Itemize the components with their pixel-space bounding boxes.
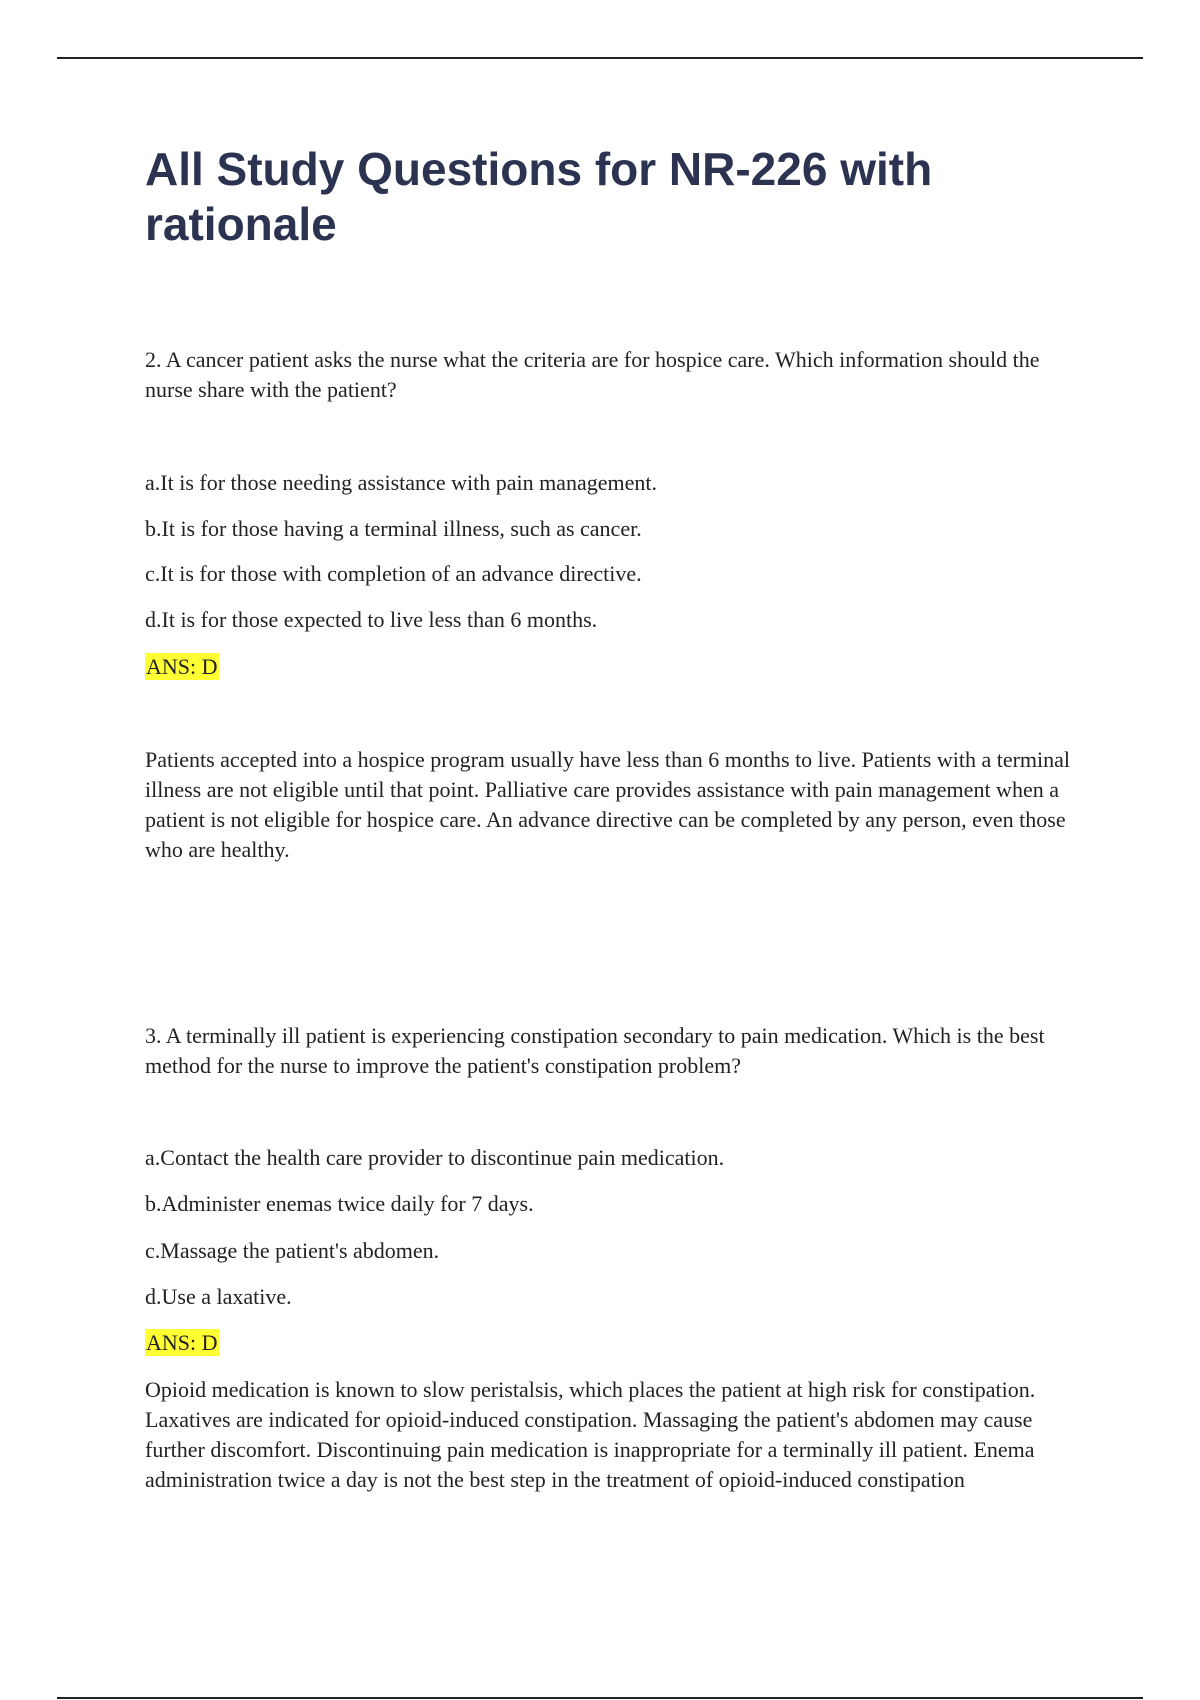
question-3-option-a: a.Contact the health care provider to discontinue pain medication. bbox=[145, 1145, 725, 1170]
question-2-stem: 2. A cancer patient asks the nurse what the criteria are for hospice care. Which information should the nurse share with the patient? bbox=[145, 347, 1040, 402]
question-2-option-c: c.It is for those with completion of an advance directive. bbox=[145, 561, 642, 586]
document-title: All Study Questions for NR-226 with rationale bbox=[145, 143, 933, 250]
question-3-option-d: d.Use a laxative. bbox=[145, 1284, 292, 1309]
question-2-option-b: b.It is for those having a terminal illness, such as cancer. bbox=[145, 516, 642, 541]
question-3-stem: 3. A terminally ill patient is experiencing constipation secondary to pain medication. Which is the best method for the nurse to improve the patient's constipation problem? bbox=[145, 1023, 1045, 1078]
question-2-option-d: d.It is for those expected to live less than 6 months. bbox=[145, 607, 598, 632]
question-2-rationale: Patients accepted into a hospice program usually have less than 6 months to live. Patients with a terminal illness are not eligible until that point. Palliative care provides assistance with pain management when a patient is not eligible for hospice care. An advance directive can be completed by any person, even those who are healthy. bbox=[145, 747, 1071, 862]
answer-highlight: ANS: D bbox=[146, 654, 218, 679]
question-3-option-c: c.Massage the patient's abdomen. bbox=[145, 1238, 440, 1263]
question-3-option-b: b.Administer enemas twice daily for 7 days. bbox=[145, 1191, 534, 1216]
answer-highlight: ANS: D bbox=[146, 1330, 218, 1355]
question-2-option-a: a.It is for those needing assistance with pain management. bbox=[145, 470, 657, 495]
question-3-answer bbox=[145, 1328, 219, 1358]
bottom-rule bbox=[57, 1697, 1143, 1699]
top-rule bbox=[57, 57, 1143, 59]
question-2-answer bbox=[145, 652, 219, 682]
question-3-rationale: Opioid medication is known to slow peristalsis, which places the patient at high risk for constipation. Laxatives are indicated for opioid-induced constipation. Massaging the patient's abdomen may cause further discomfort. Discontinuing pain medication is inappropriate for a terminally ill patient. Enema administration twice a day is not the best step in the treatment of opioid-induced constipation bbox=[145, 1377, 1036, 1492]
